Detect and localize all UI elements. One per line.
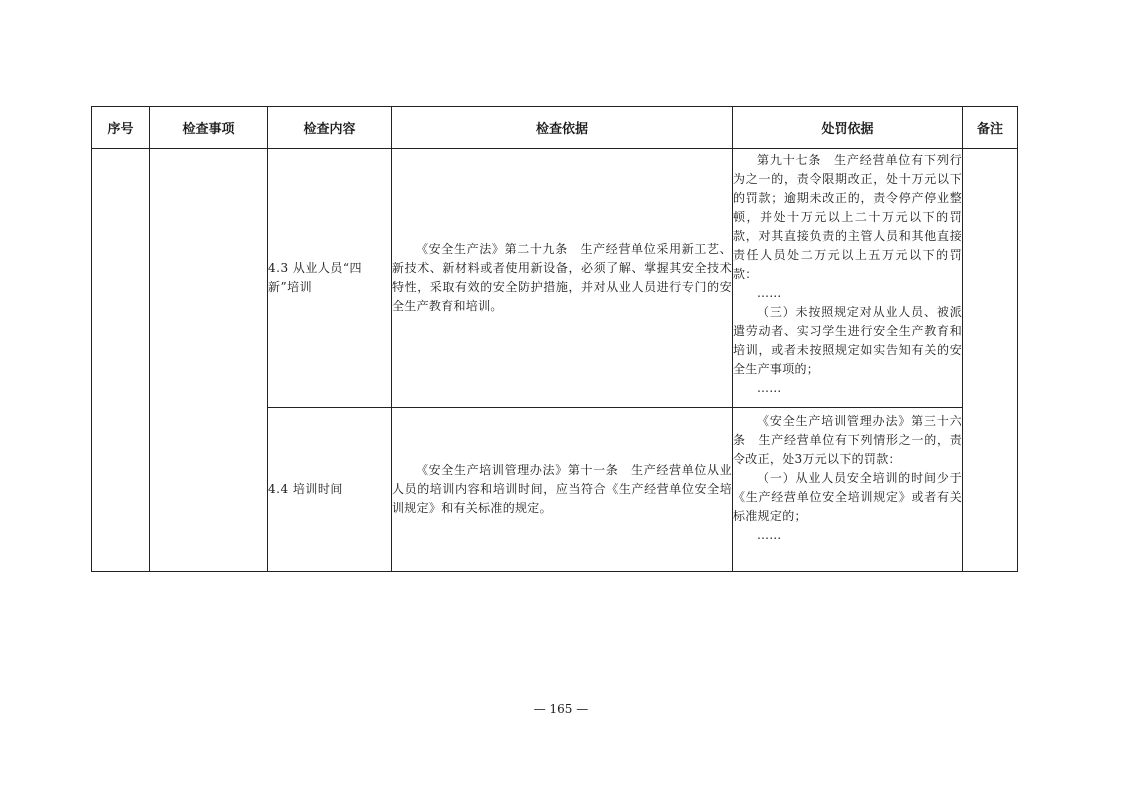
inspection-item-cell — [150, 149, 268, 572]
penalty-ellipsis: …… — [757, 286, 782, 300]
header-inspection-basis: 检查依据 — [392, 107, 733, 149]
inspection-basis-cell: 《安全生产法》第二十九条 生产经营单位采用新工艺、新技术、新材料或者使用新设备，必须了解、掌握其安全技术特性，采取有效的安全防护措施，并对从业人员进行专门的安全生产教育和培训。 — [392, 149, 733, 408]
penalty-paragraph: （三）未按照规定对从业人员、被派遣劳动者、实习学生进行安全生产教育和培训，或者未按照规定如实告知有关的安全生产事项的； — [733, 305, 962, 376]
serial-no-cell — [92, 149, 150, 572]
inspection-basis-cell: 《安全生产培训管理办法》第十一条 生产经营单位从业人员的培训内容和培训时间，应当符合《生产经营单位安全培训规定》和有关标准的规定。 — [392, 408, 733, 572]
header-inspection-item: 检查事项 — [150, 107, 268, 149]
table-header-row — [92, 107, 1018, 149]
penalty-paragraph: 《安全生产培训管理办法》第三十六条 生产经营单位有下列情形之一的，责令改正，处3万元以下的罚款： — [733, 414, 962, 466]
header-serial-no: 序号 — [92, 107, 150, 149]
penalty-ellipsis: …… — [757, 381, 782, 395]
header-inspection-content: 检查内容 — [268, 107, 392, 149]
penalty-basis-cell — [733, 408, 963, 572]
page-number: — 165 — — [533, 702, 589, 716]
inspection-table — [91, 106, 1018, 572]
penalty-ellipsis: …… — [757, 528, 782, 542]
remarks-cell — [963, 149, 1018, 572]
inspection-content-cell: 4.3 从业人员“四新”培训 — [268, 149, 392, 408]
penalty-basis-cell — [733, 149, 963, 408]
penalty-paragraph: （一）从业人员安全培训的时间少于《生产经营单位安全培训规定》或者有关标准规定的； — [733, 471, 962, 523]
penalty-paragraph: 第九十七条 生产经营单位有下列行为之一的，责令限期改正，处十万元以下的罚款；逾期未改正的，责令停产停业整顿，并处十万元以上二十万元以下的罚款，对其直接负责的主管人员和其他直接责任人员处二万元以上五万元以下的罚款： — [733, 153, 962, 281]
header-remarks: 备注 — [963, 107, 1018, 149]
header-penalty-basis: 处罚依据 — [733, 107, 963, 149]
inspection-content-cell: 4.4 培训时间 — [268, 408, 392, 572]
table-row — [92, 149, 1018, 408]
